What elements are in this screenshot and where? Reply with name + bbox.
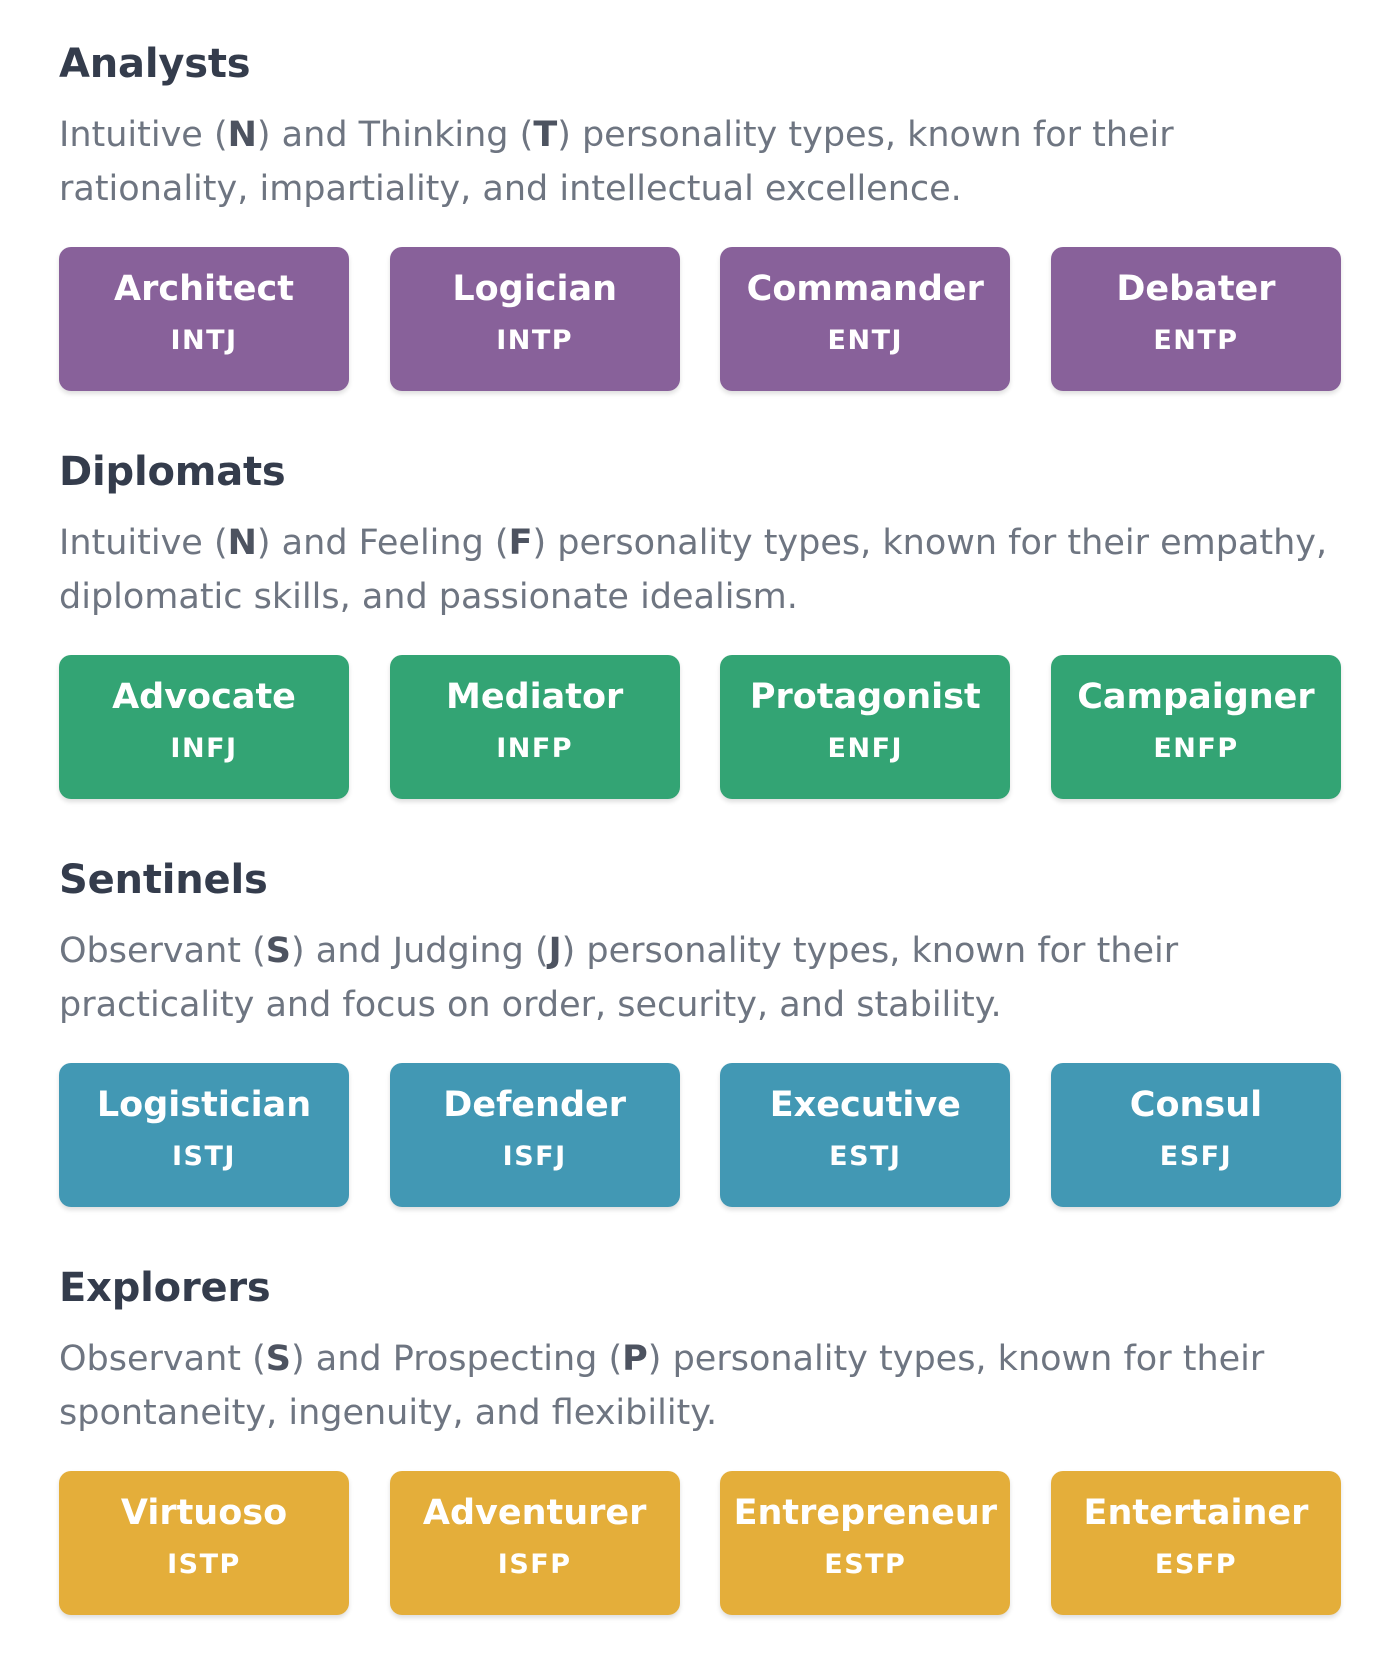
type-card-virtuoso[interactable]: [59, 1471, 349, 1615]
type-name: Consul: [1129, 1085, 1263, 1125]
type-card-logician[interactable]: [390, 247, 680, 391]
type-name: Commander: [746, 269, 984, 309]
trait-letter: J: [548, 931, 562, 971]
type-code: INFJ: [170, 733, 238, 764]
type-name: Mediator: [446, 677, 624, 717]
type-name: Executive: [769, 1085, 961, 1125]
trait-letter: N: [227, 115, 257, 155]
type-cards: [59, 1063, 1341, 1207]
group-description: Observant (S) and Prospecting (P) personality types, known for their spontaneity, ingenuity, and flexibility.: [59, 1339, 1265, 1433]
group-title: Sentinels: [59, 857, 268, 903]
type-name: Campaigner: [1077, 677, 1315, 717]
type-card-protagonist[interactable]: [720, 655, 1010, 799]
type-name: Logistician: [96, 1085, 312, 1125]
type-code: ENFJ: [827, 733, 904, 764]
type-code: ENTP: [1153, 325, 1239, 356]
type-card-adventurer[interactable]: [390, 1471, 680, 1615]
group-analysts: [59, 40, 1341, 448]
group-description: Intuitive (N) and Feeling (F) personality types, known for their empathy, diplomatic skills, and passionate idealism.: [59, 523, 1328, 617]
type-card-entrepreneur[interactable]: [720, 1471, 1010, 1615]
type-code: ESTP: [824, 1549, 907, 1580]
type-name: Architect: [114, 269, 294, 309]
type-card-commander[interactable]: [720, 247, 1010, 391]
type-card-advocate[interactable]: [59, 655, 349, 799]
group-sentinels: [59, 856, 1341, 1264]
type-card-defender[interactable]: [390, 1063, 680, 1207]
personality-groups: [59, 40, 1341, 1672]
type-name: Entertainer: [1083, 1493, 1309, 1533]
trait-letter: S: [265, 1339, 291, 1379]
trait-letter: T: [533, 115, 558, 155]
type-card-campaigner[interactable]: [1051, 655, 1341, 799]
type-code: ESTJ: [829, 1141, 902, 1172]
type-cards: [59, 247, 1341, 391]
group-description: Observant (S) and Judging (J) personality types, known for their practicality and focus on order, security, and stability.: [59, 931, 1179, 1025]
type-card-entertainer[interactable]: [1051, 1471, 1341, 1615]
type-name: Defender: [443, 1085, 627, 1125]
trait-letter: S: [265, 931, 291, 971]
type-code: ISTJ: [172, 1141, 236, 1172]
type-name: Virtuoso: [120, 1493, 288, 1533]
group-description: Intuitive (N) and Thinking (T) personality types, known for their rationality, impartiality, and intellectual excellence.: [59, 115, 1174, 209]
type-name: Debater: [1116, 269, 1276, 309]
type-name: Advocate: [112, 677, 296, 717]
trait-letter: N: [227, 523, 257, 563]
type-card-architect[interactable]: [59, 247, 349, 391]
type-name: Logician: [452, 269, 617, 309]
type-cards: [59, 1471, 1341, 1615]
trait-letter: P: [622, 1339, 648, 1379]
type-name: Entrepreneur: [733, 1493, 998, 1533]
type-card-consul[interactable]: [1051, 1063, 1341, 1207]
type-card-logistician[interactable]: [59, 1063, 349, 1207]
type-code: ENTJ: [827, 325, 904, 356]
trait-letter: F: [508, 523, 533, 563]
type-code: ENFP: [1153, 733, 1239, 764]
type-code: ISTP: [167, 1549, 241, 1580]
type-code: ISFP: [497, 1549, 572, 1580]
group-title: Diplomats: [59, 449, 286, 495]
group-title: Analysts: [59, 41, 251, 87]
type-code: INFP: [496, 733, 574, 764]
type-code: INTJ: [170, 325, 238, 356]
type-cards: [59, 655, 1341, 799]
group-title: Explorers: [59, 1265, 271, 1311]
group-diplomats: [59, 448, 1341, 856]
type-card-debater[interactable]: [1051, 247, 1341, 391]
group-explorers: [59, 1264, 1341, 1672]
type-code: ISFJ: [502, 1141, 567, 1172]
type-name: Adventurer: [422, 1493, 647, 1533]
type-code: ESFJ: [1159, 1141, 1233, 1172]
type-code: INTP: [496, 325, 574, 356]
type-card-mediator[interactable]: [390, 655, 680, 799]
type-code: ESFP: [1154, 1549, 1238, 1580]
type-name: Protagonist: [749, 677, 981, 717]
type-card-executive[interactable]: [720, 1063, 1010, 1207]
